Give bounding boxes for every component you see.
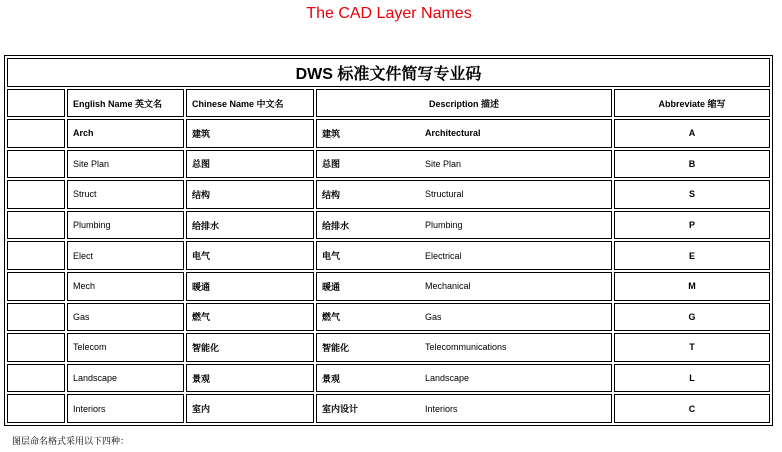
description-chinese: 电气 xyxy=(322,251,341,262)
chinese-name-cell: 总图 xyxy=(186,150,314,179)
table-title-row xyxy=(7,58,770,87)
abbreviate-cell: A xyxy=(614,119,770,148)
header-row xyxy=(7,89,770,117)
description-english: Plumbing xyxy=(425,220,463,231)
table-row xyxy=(7,272,770,301)
description-english: Landscape xyxy=(425,373,470,384)
chinese-name-cell: 室内 xyxy=(186,394,314,423)
description-english: Electrical xyxy=(425,250,462,261)
description-cell xyxy=(316,150,612,179)
header-chinese: Chinese Name 中文名 xyxy=(186,89,314,117)
description-chinese: 建筑 xyxy=(322,128,341,139)
description-cell xyxy=(316,119,612,148)
table-row xyxy=(7,364,770,393)
layer-names-table xyxy=(4,55,773,426)
header-blank-cell xyxy=(7,89,65,117)
description-cell xyxy=(316,180,612,209)
chinese-name-cell: 景观 xyxy=(186,364,314,393)
description-cell xyxy=(316,211,612,240)
row-blank-cell xyxy=(7,211,65,240)
row-blank-cell xyxy=(7,272,65,301)
abbreviate-cell: P xyxy=(614,211,770,240)
chinese-name-cell: 智能化 xyxy=(186,333,314,362)
table-row xyxy=(7,303,770,332)
table-row xyxy=(7,150,770,179)
english-name-cell: Elect xyxy=(67,241,184,270)
row-blank-cell xyxy=(7,394,65,423)
abbreviate-cell: B xyxy=(614,150,770,179)
english-name-cell: Struct xyxy=(67,180,184,209)
row-blank-cell xyxy=(7,333,65,362)
chinese-name-cell: 燃气 xyxy=(186,303,314,332)
description-english: Interiors xyxy=(425,403,458,414)
abbreviate-cell: E xyxy=(614,241,770,270)
row-blank-cell xyxy=(7,119,65,148)
description-chinese: 景观 xyxy=(322,373,341,384)
table-row xyxy=(7,333,770,362)
chinese-name-cell: 建筑 xyxy=(186,119,314,148)
description-english: Site Plan xyxy=(425,158,462,169)
english-name-cell: Telecom xyxy=(67,333,184,362)
table-title: DWS 标准文件简写专业码 xyxy=(7,58,770,87)
description-english: Architectural xyxy=(425,128,481,139)
abbreviate-cell: C xyxy=(614,394,770,423)
description-english: Gas xyxy=(425,311,442,322)
description-english: Mechanical xyxy=(425,281,471,292)
description-cell xyxy=(316,364,612,393)
abbreviate-cell: T xyxy=(614,333,770,362)
chinese-name-cell: 结构 xyxy=(186,180,314,209)
table-row xyxy=(7,394,770,423)
description-cell xyxy=(316,394,612,423)
row-blank-cell xyxy=(7,364,65,393)
row-blank-cell xyxy=(7,180,65,209)
english-name-cell: Plumbing xyxy=(67,211,184,240)
english-name-cell: Gas xyxy=(67,303,184,332)
abbreviate-cell: S xyxy=(614,180,770,209)
english-name-cell: Landscape xyxy=(67,364,184,393)
table-row xyxy=(7,241,770,270)
row-blank-cell xyxy=(7,303,65,332)
description-cell xyxy=(316,333,612,362)
description-english: Structural xyxy=(425,189,464,200)
english-name-cell: Mech xyxy=(67,272,184,301)
description-chinese: 结构 xyxy=(322,189,341,200)
header-abbreviate: Abbreviate 缩写 xyxy=(614,89,770,117)
table-row xyxy=(7,211,770,240)
abbreviate-cell: L xyxy=(614,364,770,393)
description-chinese: 燃气 xyxy=(322,312,341,323)
table-row xyxy=(7,119,770,148)
header-english: English Name 英文名 xyxy=(67,89,184,117)
description-cell xyxy=(316,272,612,301)
description-cell xyxy=(316,241,612,270)
row-blank-cell xyxy=(7,150,65,179)
english-name-cell: Interiors xyxy=(67,394,184,423)
header-description: Description 描述 xyxy=(316,89,612,117)
description-english: Telecommunications xyxy=(425,342,507,353)
table-row xyxy=(7,180,770,209)
description-chinese: 总图 xyxy=(322,159,341,170)
abbreviate-cell: G xyxy=(614,303,770,332)
footnote: 图层命名格式采用以下四种： xyxy=(12,436,130,446)
description-chinese: 给排水 xyxy=(322,220,350,231)
abbreviate-cell: M xyxy=(614,272,770,301)
row-blank-cell xyxy=(7,241,65,270)
chinese-name-cell: 暖通 xyxy=(186,272,314,301)
page-title: The CAD Layer Names xyxy=(306,5,472,22)
chinese-name-cell: 给排水 xyxy=(186,211,314,240)
description-chinese: 智能化 xyxy=(322,342,350,353)
chinese-name-cell: 电气 xyxy=(186,241,314,270)
description-chinese: 室内设计 xyxy=(322,404,359,415)
english-name-cell: Site Plan xyxy=(67,150,184,179)
english-name-cell: Arch xyxy=(67,119,184,148)
description-cell xyxy=(316,303,612,332)
description-chinese: 暖通 xyxy=(322,281,341,292)
